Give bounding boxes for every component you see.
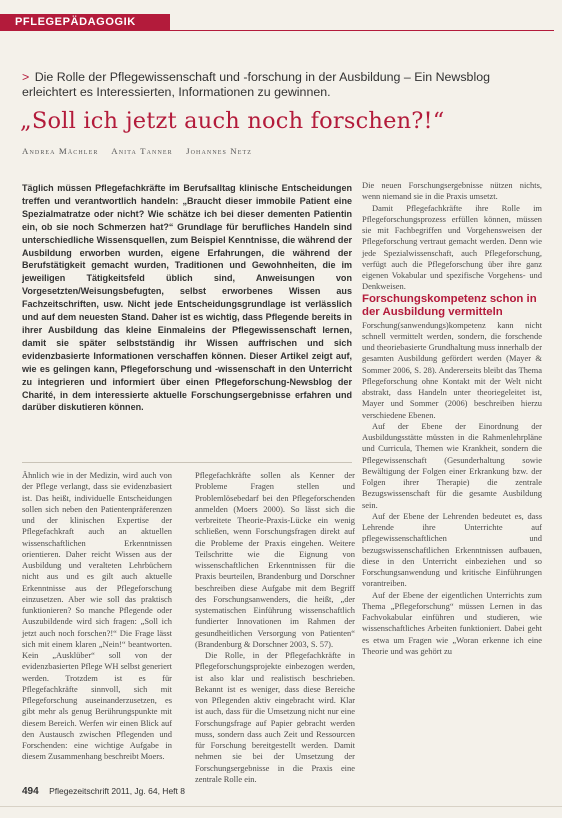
- body-paragraph: Damit Pflegefachkräfte ihre Rolle im Pflegeforschungsprozess erfüllen können, müssen sie mit Fachbegriffen und Vorgehensweisen der Pflegeforschung vertraut gemacht werden. Denn wie jede Spezialwissenschaft, auch Pflegeforschung, verfügt auch die Pflegeforschung über ihre ganz eigenen Vokabular und spezifische Vorgehens- und Denkweisen.: [362, 202, 542, 292]
- body-paragraph: Pflegefachkräfte sollen als Kenner der Probleme Fragen stellen und Problemlösebedarf bei den Pflegeforschenden anmelden (Moers 2000). So lässt sich die verbreitete Theorie-Praxis-Lücke ein wenig schließen, wenn Forschungsfragen direkt auf die Probleme der Praxis eingehen. Weitere Teilschritte wie die Eignung von wissenschaftlichen Erkenntnissen für die Praxis beurteilen, Brandenburg und Dorschner beschreiben diese Aufgabe mit dem Begriff des Forschungsanwenders, die heißt, „der systematischen Einführung wissenschaftlich fundierter Innovationen im Rahmen der gesundheitlichen Versorgung von Patienten“ (Brandenburg & Dorschner 2003, S. 57).: [195, 470, 355, 649]
- article-authors: [22, 146, 262, 156]
- journal-citation: Pflegezeitschrift 2011, Jg. 64, Heft 8: [49, 786, 185, 796]
- article-lead: Täglich müssen Pflegefachkräfte im Berufsalltag klinische Entscheidungen treffen und verantwortlich handeln: „Braucht dieser immobile Patient eine Spezialmatratze oder nicht? Wie schätze ich bei dieser dementen Patientin ein, ob sie noch Schmerzen hat?“ Grundlage für berufliches Handeln sind unterschiedliche Wissensquellen, zum Beispiel Kenntnisse, die während der Ausbildung erworben wurden, eigene Erfahrungen, die während der Berufstätigkeit gemacht wurden, Traditionen und Gewohnheiten, die im jeweiligen Tätigkeitsfeld üblich sind, Anweisungen von Vorgesetzten/Weisungsbefugten, selbst erworbenes Wissen aus Fachzeitschriften, usw. Nicht jede Entscheidungsgrundlage ist verlässlich und auf dem neuesten Stand. Daher ist es wichtig, dass Pflegende bereits in ihrer Ausbildung das kleine Einmaleins der Pflegewissenschaft lernen, damit sie später selbstständig ihr Wissen auffrischen und sich evidenzbasierte Informationen verschaffen können. Dieser Artikel zeigt auf, wie es gelingen kann, Pflegeforschung und -wissenschaft in den Unterricht zu integrieren und informiert über einen Pflegeforschung-Newsblog der Charité, in dem interessierte aktuelle Forschungsergebnisse erfahren und darüber diskutieren können.: [22, 183, 352, 413]
- article-kicker: [22, 70, 542, 99]
- body-column-3: [362, 180, 542, 657]
- page-number: 494: [22, 786, 39, 797]
- body-paragraph: Forschung(sanwendungs)kompetenz kann nicht schnell vermittelt werden, sondern, die forschende und theoriebasierte Grundhaltung muss innerhalb der gesamten Ausbildung gefördert werden (Mayer & Sommer 2006, S. 28). Andererseits bleibt das Thema Pflegeforschung ohne Kontakt mit der Welt nicht abstrakt, dass Handeln unter theoriegeleitet ist, Mayer und Sommer (2006) beschreiben hierzu verschiedene Ebenen.: [362, 319, 542, 420]
- kicker-text: Die Rolle der Pflegewissenschaft und -forschung in der Ausbildung – Ein Newsblog erleichtert es Interessierten, Informationen zu gewinnen.: [22, 70, 490, 99]
- body-paragraph: Auf der Ebene der Lehrenden bedeutet es, dass Lehrende ihre Unterrichte auf pflegewissenschaftlichen und bezugswissenschaftlichen Erkenntnissen aufbauen, diese in den Unterricht einbeziehen und so Forschungsanwendung und kritische Einführungen vorantreiben.: [362, 510, 542, 589]
- body-paragraph: Die Rolle, in der Pflegefachkräfte in Pflegeforschungsprojekte einbezogen werden, ist also klar und realistisch beschrieben. Bekannt ist es weniger, dass diese Bereiche von Pflegenden aktiv eingebracht wird. Klar ist auch, dass für die Umsetzung nicht nur eine Forschungsfrage auf Papier gebracht werden muss, sondern dass auch Zeit und Ressourcen für Forschung bereitgestellt werden. Damit nehmen sie bei der Umsetzung der Forschungsergebnisse in die Praxis eine zentrale Rolle ein.: [195, 650, 355, 784]
- section-subheading: Forschungskompetenz schon in der Ausbildung vermitteln: [362, 292, 537, 319]
- page-footer: [22, 786, 185, 797]
- author-name: Anita Tanner: [111, 146, 173, 156]
- footer-rule: [0, 806, 562, 807]
- lead-divider: [22, 462, 352, 463]
- body-paragraph: Ähnlich wie in der Medizin, wird auch von der Pflege verlangt, dass sie evidenzbasiert ist. Das heißt, individuelle Entscheidungen sollen sich neben den Patientenpräferenzen und der klinischen Expertise der Pflegefachkraft auch an aktuellen wissenschaftlichen Erkenntnissen orientieren. Daher reicht Wissen aus der Ausbildung und veralteten Lehrbüchern nicht aus und es gilt auch aktuelle Erkenntnisse aus der Pflegeforschung einzusetzen. Aber wie soll das praktisch funktionieren? So manche Pflegende oder Auszubildende wird sich fragen: „Soll ich jetzt auch noch forschen?!“ Die Frage lässt sich mit einem klaren „Nein!“ beantworten. Kein „Ausklüber“ soll von der evidenzbasierten Pflege WH selbst generiert werden. Trotzdem ist es für Pflegefachkräfte sinnvoll, sich mit Pflegeforschung auseinanderzusetzen, es gibt mehr als genug Berührungspunkte mit diesem Bereich. Werfen wir einen Blick auf den Austausch zwischen Pflegenden und Forschenden: eine wichtige Aufgabe in diesem Zusammenhang beschreibt Moers.: [22, 470, 172, 762]
- author-name: Johannes Netz: [186, 146, 253, 156]
- article-title: „Soll ich jetzt auch noch forschen?!“: [20, 108, 445, 134]
- author-name: Andrea Mächler: [22, 146, 99, 156]
- body-paragraph: Auf der Ebene der Einordnung der Ausbildungsstätte müssten in die Rahmenlehrpläne und Curricula, Themen wie Krankheit, sondern die Pflegewissenschaft (Gesunderhaltung sowie Bewältigung der Folgen einer Erkrankung bzw. der Folgen ihrer Therapie) die zentrale Bezugswissenschaft für die gesamte Ausbildung sein.: [362, 420, 542, 510]
- body-paragraph: Die neuen Forschungsergebnisse nützen nichts, wenn niemand sie in die Praxis umsetzt.: [362, 180, 542, 202]
- kicker-arrow-icon: >: [22, 70, 30, 84]
- section-rule: [170, 30, 554, 31]
- body-column-2: [195, 470, 355, 785]
- body-column-1: [22, 470, 172, 763]
- section-tag: PFLEGEPÄDAGOGIK: [0, 14, 170, 31]
- body-paragraph: Auf der Ebene der eigentlichen Unterrichts zum Thema „Pflegeforschung“ müssen Lernen in das Fachvokabular einführen und studieren, wie wissenschaftliches Arbeiten funktioniert. Dabei geht es etwa um Fragen wie „Woran erkenne ich eine Theorie und was gehört zu: [362, 589, 542, 656]
